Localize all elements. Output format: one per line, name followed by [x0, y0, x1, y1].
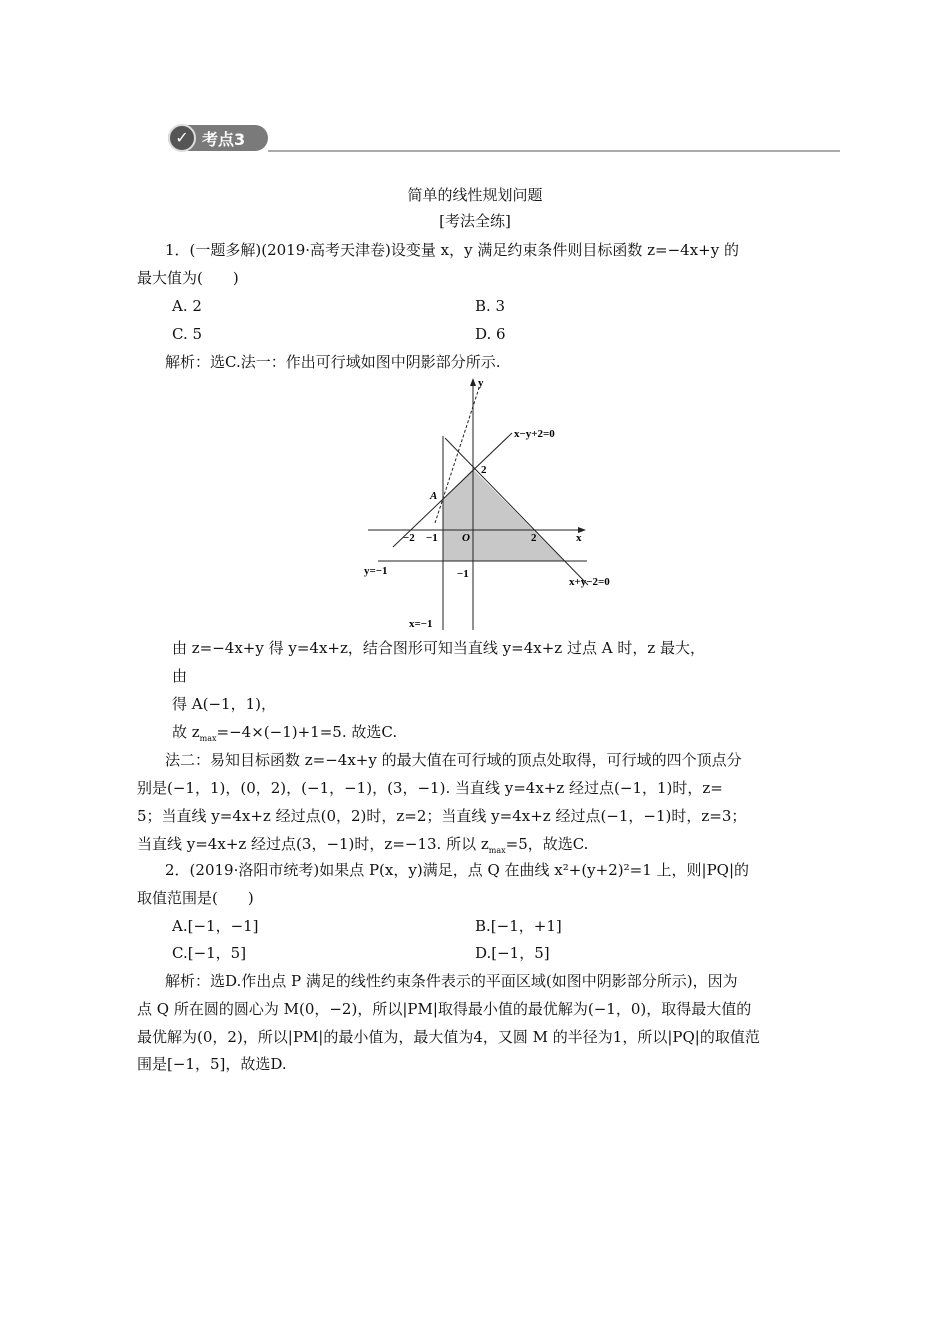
- shaded-region: [443, 469, 564, 561]
- origin-label: O: [462, 532, 470, 544]
- q2-analysis: 解析：选D.作出点 P 满足的线性约束条件表示的平面区域(如图中阴影部分所示)，因为: [165, 972, 738, 990]
- x-axis-label: x: [576, 532, 582, 544]
- section-badge-label: 考点3: [202, 130, 246, 149]
- q1-stem-cont: 最大值为( ): [137, 269, 239, 287]
- q2-stem: 2．(2019·洛阳市统考)如果点 P(x，y)满足，点 Q 在曲线 x²+(y+2)²=1 上，则|PQ|的: [165, 861, 750, 879]
- label-y-eq-neg1: y=−1: [364, 565, 388, 577]
- tick-x-2: 2: [531, 532, 537, 544]
- q2-analysis: 点 Q 所在圆的圆心为 M(0，−2)，所以|PM|取得最小值的最优解为(−1，0)，取得最大值的: [137, 1000, 752, 1018]
- y-axis-arrow-icon: [470, 378, 476, 386]
- q1-stem: 1．(一题多解)(2019·高考天津卷)设变量 x，y 满足约束条件则目标函数 z=−4x+y 的: [165, 241, 739, 259]
- text: 故 z: [172, 723, 200, 741]
- tick-y-neg1: −1: [457, 568, 469, 580]
- section-title: 简单的线性规划问题: [407, 186, 543, 204]
- q1-option-a: A. 2: [172, 297, 202, 315]
- tick-x-neg2: −2: [403, 532, 415, 544]
- method2-line: 别是(−1，1)，(0，2)，(−1，−1)，(3，−1). 当直线 y=4x+z 经过点(−1，1)时，z=: [137, 779, 723, 797]
- label-line1: x−y+2=0: [514, 428, 555, 440]
- solution-line: 得 A(−1，1)，: [172, 695, 276, 713]
- q2-option-d: D.[−1，5]: [475, 944, 550, 962]
- q1-option-c: C. 5: [172, 325, 203, 343]
- text: 当直线 y=4x+z 经过点(3，−1)时，z=−13. 所以 z: [137, 835, 489, 853]
- point-a-label: A: [430, 490, 438, 502]
- section-subtitle: [考法全练]: [439, 212, 511, 230]
- solution-line: 由: [172, 667, 188, 685]
- feasible-region-figure: [0, 0, 950, 640]
- method2-line: [137, 834, 588, 861]
- q2-option-a: A.[−1，−1]: [172, 917, 259, 935]
- q2-option-b: B.[−1，+1]: [475, 917, 562, 935]
- tick-x-neg1: −1: [426, 532, 438, 544]
- label-x-eq-neg1: x=−1: [409, 618, 433, 630]
- subscript: max: [488, 846, 506, 855]
- y-axis-label: y: [478, 377, 484, 389]
- q2-option-c: C.[−1，5]: [172, 944, 247, 962]
- tick-y-2: 2: [481, 464, 487, 476]
- method2-line: 5；当直线 y=4x+z 经过点(0，2)时，z=2；当直线 y=4x+z 经过点(−1，−1)时，z=3；: [137, 807, 747, 825]
- method2-line: 法二：易知目标函数 z=−4x+y 的最大值在可行域的顶点处取得，可行域的四个顶点分: [165, 751, 742, 769]
- q2-stem-cont: 取值范围是( ): [137, 889, 254, 907]
- q1-option-b: B. 3: [475, 297, 506, 315]
- subscript: max: [199, 734, 217, 743]
- q1-option-d: D. 6: [475, 325, 506, 343]
- text: =−4×(−1)+1=5. 故选C.: [216, 723, 398, 741]
- text: =5，故选C.: [505, 835, 589, 853]
- solution-line: [172, 722, 397, 749]
- label-line2: x+y−2=0: [569, 576, 610, 588]
- check-icon: ✓: [168, 124, 196, 152]
- q2-analysis: 最优解为(0，2)，所以|PM|的最小值为，最大值为4，又圆 M 的半径为1，所以|PQ|的取值范: [137, 1028, 760, 1046]
- solution-line: 由 z=−4x+y 得 y=4x+z，结合图形可知当直线 y=4x+z 过点 A 时，z 最大，: [172, 639, 706, 657]
- q1-analysis: 解析：选C.法一：作出可行域如图中阴影部分所示.: [165, 353, 501, 371]
- q2-analysis: 围是[−1，5]，故选D.: [137, 1055, 287, 1073]
